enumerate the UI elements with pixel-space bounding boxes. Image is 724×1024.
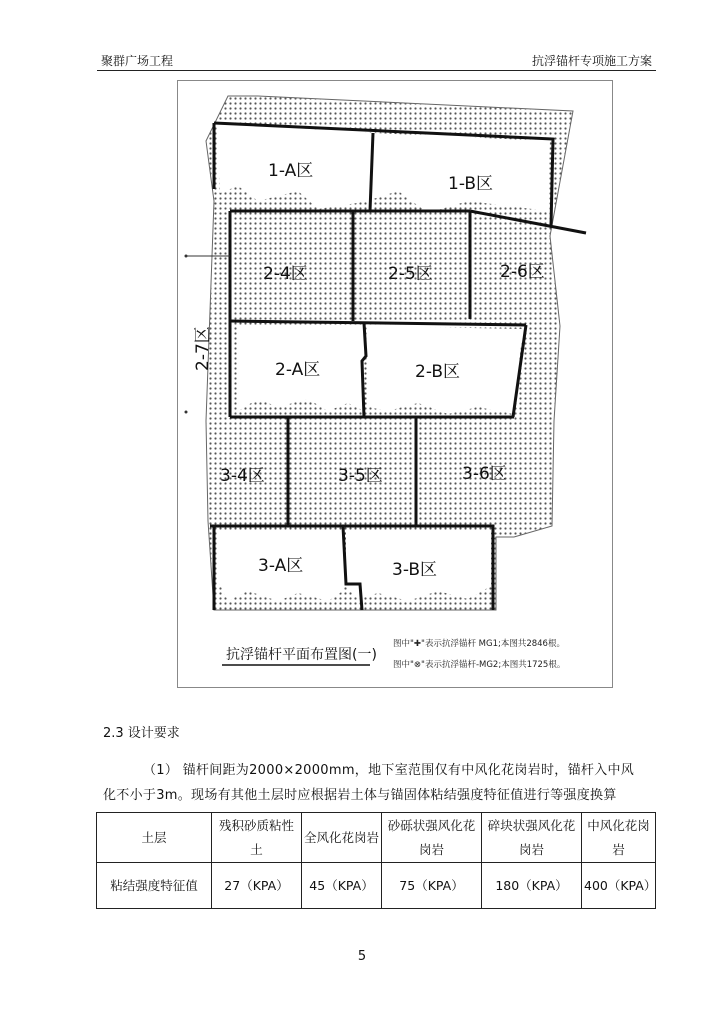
- edge-markers: [185, 255, 188, 414]
- anchor-layout-figure: [177, 80, 613, 688]
- table-cell: 碎块状强风化花岗岩: [482, 813, 582, 863]
- legend-mg2: 图中"⊗"表示抗浮锚杆-MG2;本图共1725根。: [393, 660, 566, 670]
- zone-label: 2-5区: [388, 264, 433, 284]
- paragraph-2: 化不小于3m。现场有其他土层时应根据岩土体与锚固体粘结强度特征值进行等强度换算: [103, 788, 617, 803]
- paragraph-1: （1） 锚杆间距为2000×2000mm，地下室范围仅有中风化花岗岩时，锚杆入中风: [143, 763, 635, 778]
- zone-label: 2-B区: [415, 362, 461, 382]
- figure-caption: 抗浮锚杆平面布置图(一): [226, 647, 377, 663]
- table-cell: 粘结强度特征值: [97, 863, 212, 909]
- table-cell: 400（KPA）: [582, 863, 656, 909]
- zone-label: 2-7区: [193, 326, 213, 371]
- zone-label: 3-A区: [258, 556, 304, 576]
- header-project-name: 聚群广场工程: [101, 54, 174, 68]
- zone-label: 2-4区: [263, 264, 308, 284]
- zone-label: 3-B区: [392, 560, 438, 580]
- table-cell: 砂砾状强风化花岗岩: [382, 813, 482, 863]
- anchor-plan-drawing: [178, 81, 612, 687]
- figure-legend: [393, 638, 565, 670]
- table-row: [97, 813, 656, 863]
- table-cell: 土层: [97, 813, 212, 863]
- bond-strength-table: [96, 812, 656, 909]
- table-cell: 45（KPA）: [302, 863, 382, 909]
- legend-mg1: 图中"✚"表示抗浮锚杆 MG1;本图共2846根。: [393, 639, 565, 649]
- zone-label: 1-A区: [268, 161, 314, 181]
- zone-label: 3-4区: [220, 466, 265, 486]
- table-cell: 全风化花岗岩: [302, 813, 382, 863]
- zone-label: 2-A区: [275, 360, 321, 380]
- table-cell: 180（KPA）: [482, 863, 582, 909]
- header-doc-title: 抗浮锚杆专项施工方案: [531, 54, 652, 68]
- page-header: [97, 50, 656, 71]
- table-row: [97, 863, 656, 909]
- zone-label: 1-B区: [448, 174, 494, 194]
- zone-label: 2-6区: [500, 262, 545, 282]
- zone-label: 3-5区: [338, 466, 383, 486]
- table-cell: 75（KPA）: [382, 863, 482, 909]
- table-cell: 残积砂质粘性土: [212, 813, 302, 863]
- table-cell: 27（KPA）: [212, 863, 302, 909]
- section-title: 2.3 设计要求: [103, 726, 180, 741]
- table-cell: 中风化花岗岩: [582, 813, 656, 863]
- zone-label: 3-6区: [462, 464, 507, 484]
- page-number: 5: [357, 949, 367, 964]
